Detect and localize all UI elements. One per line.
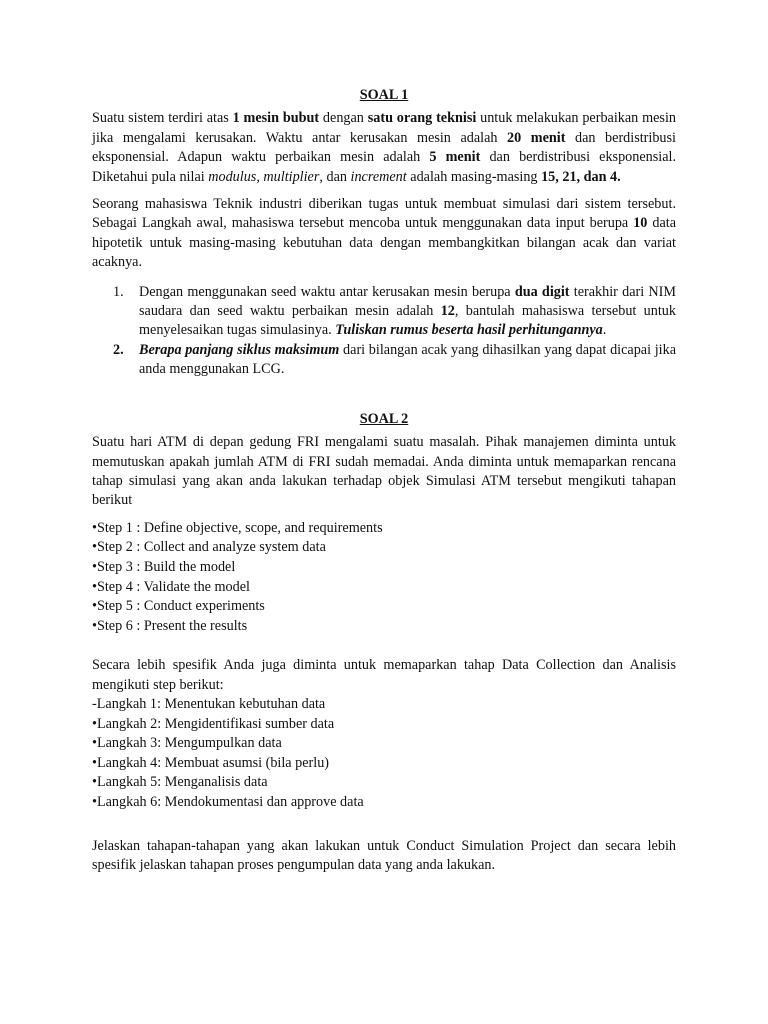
soal-2-step-list (92, 519, 676, 637)
italic-run: modulus, multiplier (208, 168, 320, 185)
step-item: •Step 5 : Conduct experiments (92, 598, 265, 615)
bold-run: 5 menit (429, 149, 481, 166)
text-run: dan berdistribusi eksponensial. Adapun waktu perbaikan mesin adalah (92, 129, 676, 166)
bold-run: 12 (440, 303, 455, 320)
text-run: dari bilangan acak yang dihasilkan yang dapat dicapai jika anda menggunakan LCG. (139, 341, 677, 378)
bold-italic-text: Berapa panjang siklus maksimum (139, 341, 340, 358)
document-page (92, 86, 676, 883)
bold-italic-run (139, 342, 339, 358)
langkah-item: •Langkah 5: Menganalisis data (92, 774, 268, 791)
text-run: dengan (319, 110, 368, 127)
bold-run: 15, 21, dan 4. (541, 168, 621, 185)
text-run: Dengan menggunakan seed waktu antar kerusakan mesin berupa (139, 283, 515, 300)
question-number: 1. (113, 283, 124, 300)
soal-2-title: SOAL 2 (359, 410, 409, 427)
soal-2-langkah-list (92, 695, 676, 813)
bold-run: 10 (633, 215, 648, 232)
soal-2-closing: Jelaskan tahapan-tahapan yang akan lakukan untuk Conduct Simulation Project dan secara lebih spesifik jelaskan tahapan proses pengumpulan data yang anda lakukan. (92, 837, 676, 874)
bold-italic-run (335, 322, 603, 338)
soal-1-title: SOAL 1 (359, 87, 409, 103)
soal-2-sub-intro: Secara lebih spesifik Anda juga diminta untuk memaparkan tahap Data Collection dan Analisis mengikuti step berikut: (92, 657, 676, 693)
langkah-item: •Langkah 6: Mendokumentasi dan approve data (92, 794, 364, 811)
langkah-item: •Langkah 3: Mengumpulkan data (92, 735, 282, 752)
step-item: •Step 1 : Define objective, scope, and requirements (92, 519, 383, 536)
text-run: , dan (319, 168, 351, 185)
text-run: data hipotetik untuk masing-masing kebutuhan data dengan membangkitkan bilangan acak dan variat acaknya. (92, 215, 676, 271)
langkah-item: •Langkah 4: Membuat asumsi (bila perlu) (92, 754, 330, 771)
soal-1-paragraph-1 (92, 109, 676, 187)
step-item: •Step 2 : Collect and analyze system data (92, 539, 326, 556)
bold-run: 20 menit (507, 129, 566, 146)
question-item-1 (92, 283, 676, 341)
soal-1-question-list (92, 283, 676, 380)
step-item: •Step 3 : Build the model (92, 558, 236, 575)
bold-run: dua digit (514, 283, 570, 300)
text-run: , bantulah mahasiswa tersebut untuk menyelesaikan tugas simulasinya. (139, 303, 676, 339)
step-item: •Step 4 : Validate the model (92, 578, 250, 595)
text-run: . (602, 322, 607, 339)
langkah-item: -Langkah 1: Menentukan kebutuhan data (92, 696, 326, 713)
bold-run: 1 mesin bubut (232, 110, 320, 127)
text-run: adalah masing-masing (406, 168, 542, 185)
question-item-2 (92, 341, 676, 380)
step-item: •Step 6 : Present the results (92, 617, 248, 634)
soal-1-paragraph-2 (92, 195, 676, 273)
soal-2-intro: Suatu hari ATM di depan gedung FRI mengalami suatu masalah. Pihak manajemen diminta untuk memutuskan apakah jumlah ATM di FRI sudah memadai. Anda diminta untuk memaparkan rencana tahap simulasi yang akan anda lakukan terhadap objek Simulasi ATM tersebut mengikuti tahapan berikut (92, 434, 676, 509)
text-run: Seorang mahasiswa Teknik industri diberikan tugas untuk membuat simulasi dari sistem tersebut. Sebagai Langkah awal, mahasiswa tersebut mencoba untuk menggunakan data input berupa (92, 196, 676, 232)
bold-run: satu orang teknisi (367, 110, 477, 127)
langkah-item: •Langkah 2: Mengidentifikasi sumber data (92, 715, 335, 732)
text-run: Suatu sistem terdiri atas (92, 110, 233, 127)
text-run: terakhir dari NIM saudara dan seed waktu perbaikan mesin adalah (139, 283, 676, 320)
question-number: 2. (113, 341, 124, 358)
bold-italic-text: Tuliskan rumus beserta hasil perhitungannya (335, 322, 603, 339)
text-run: untuk melakukan perbaikan mesin jika mengalami kerusakan. Waktu antar kerusakan mesin adalah (92, 110, 676, 146)
italic-run: increment (350, 168, 407, 185)
text-run: dan berdistribusi eksponensial. Diketahui pula nilai (92, 149, 676, 185)
